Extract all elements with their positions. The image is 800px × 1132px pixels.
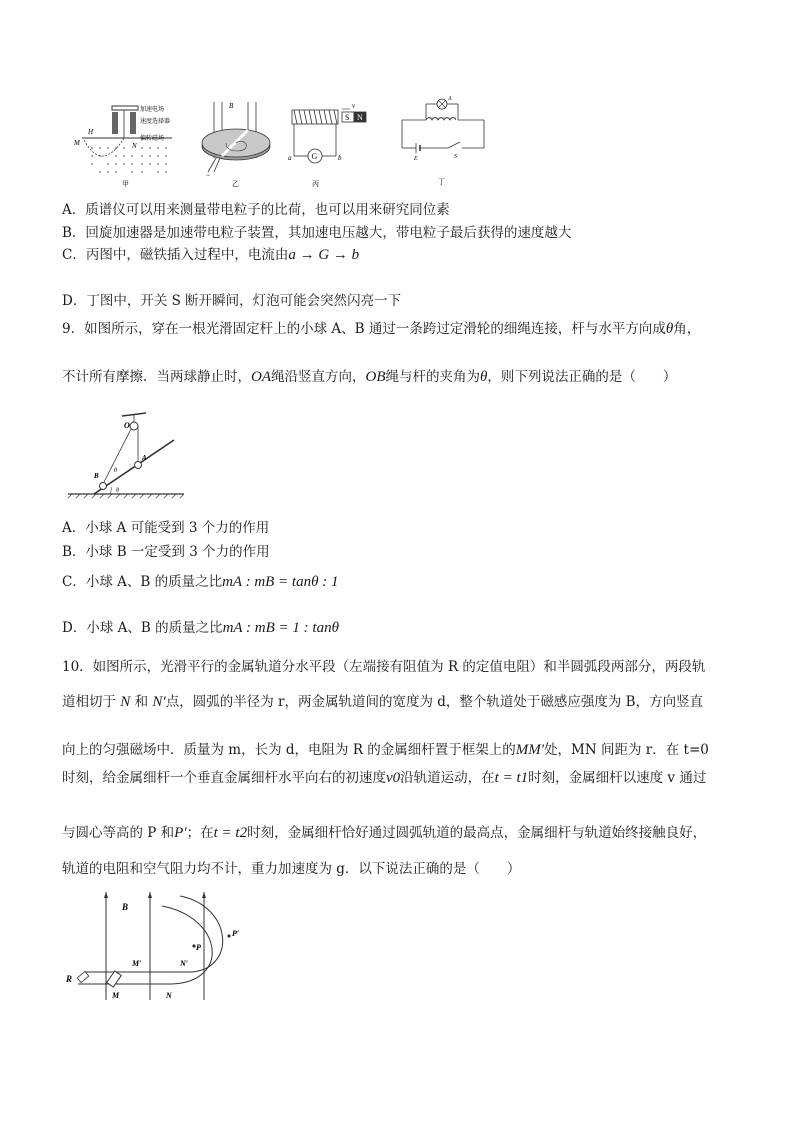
q10-text-8: 时刻，金属细杆以速度 v 通过 [528, 770, 707, 786]
q10-stem-line5 [62, 824, 706, 842]
q10-text-2: 和 [130, 694, 153, 710]
figure-mass-spectrometer [72, 98, 182, 188]
label-A-ball: A [142, 454, 147, 462]
caption-ding: 丁 [438, 178, 445, 186]
label-B-field: B [122, 902, 129, 912]
caption-bing: 丙 [312, 180, 319, 188]
label-B-ball: B [94, 472, 99, 480]
label-M: M [74, 139, 80, 147]
label-P: P [196, 943, 201, 952]
label-N-magnet: N [357, 113, 363, 122]
caption-jia: 甲 [122, 180, 129, 188]
label-velocity-selector: 速度选择器 [140, 119, 171, 125]
label-O: O [124, 421, 130, 430]
q10-text-9: 与圆心等高的 P 和 [62, 825, 175, 841]
label-E: E [414, 156, 418, 162]
q9-text-2: 角， [673, 321, 701, 337]
q10-Nprime: N′ [152, 694, 166, 710]
q9-text-1: 9．如图所示，穿在一根光滑固定杆上的小球 A、B 通过一条跨过定滑轮的细绳连接，杆与水平方向成 [62, 321, 666, 337]
q10-N: N [120, 694, 131, 710]
q8-option-b: B．回旋加速器是加速带电粒子装置，其加速电压越大，带电粒子最后获得的速度越大 [62, 225, 572, 241]
q8-option-a: A．质谱仪可以用来测量带电粒子的比荷，也可以用来研究同位素 [62, 202, 450, 218]
q10-text-10: ；在 [186, 825, 214, 841]
q10-stem-line3 [62, 741, 709, 759]
label-H: H [88, 128, 94, 136]
q9-OA: OA [251, 369, 271, 385]
q9-text-4: 绳沿竖直方向， [271, 369, 366, 385]
label-deflect-field: 偏转磁场 [140, 136, 165, 142]
label-N: N [132, 142, 137, 150]
q9-option-d [62, 619, 339, 637]
q10-text-5: 处，MN 间距为 r．在 t=0 [544, 742, 709, 758]
q9-OB: OB [365, 369, 386, 385]
figure-induction-coil [286, 98, 368, 188]
q10-stem-line1: 10．如图所示，光滑平行的金属轨道分水平段（左端接有阻值为 R 的定值电阻）和半圆弧段两部分，两段轨 [62, 659, 706, 675]
q10-stem-line4 [62, 769, 706, 787]
label-Nprime: N′ [180, 959, 189, 968]
label-B-cyclotron: B [229, 102, 234, 110]
q9-option-c [62, 573, 338, 591]
label-G: G [311, 152, 318, 161]
q9-stem-line2 [62, 368, 676, 386]
q10-Pprime: P′ [174, 825, 187, 841]
q9-theta-2: θ [480, 369, 488, 385]
q10-t1: t = t1 [494, 770, 529, 786]
label-N-point: N [166, 991, 172, 1000]
figure-self-induction [398, 94, 490, 188]
figure-rail-circuit [62, 888, 262, 1006]
q9-stem-line1 [62, 320, 700, 338]
q10-text-4: 向上的匀强磁场中．质量为 m，长为 d，电阻为 R 的金属细杆置于框架上的 [62, 742, 516, 758]
q9-option-c-math: mA : mB = tanθ : 1 [222, 574, 339, 590]
q9-text-5: 绳与杆的夹角为 [385, 369, 480, 385]
q10-text-7: 沿轨道运动，在 [400, 770, 495, 786]
label-Pprime: P′ [232, 929, 240, 938]
q10-MMprime: MM′ [515, 742, 545, 758]
figure-pulley-rod [66, 410, 186, 502]
q10-stem-line6: 轨道的电阻和空气阻力均不计，重力加速度为 g．以下说法正确的是（ ） [62, 861, 521, 877]
q8-option-c-math: a → G → b [288, 247, 360, 263]
figure-cyclotron [196, 98, 276, 188]
label-theta-bottom: θ [116, 488, 119, 494]
q10-text-11: 时刻，金属细杆恰好通过圆弧轨道的最高点，金属细杆与轨道始终接触良好， [247, 825, 707, 841]
label-a: a [288, 154, 292, 162]
q8-option-c [62, 246, 359, 264]
q9-option-d-text: D．小球 A、B 的质量之比 [62, 620, 223, 636]
label-M-rod: M [112, 991, 120, 1000]
q9-option-c-text: C．小球 A、B 的质量之比 [62, 574, 223, 590]
label-Mprime: M′ [132, 959, 142, 968]
q8-option-d: D．丁图中，开关 S 断开瞬间，灯泡可能会突然闪亮一下 [62, 293, 402, 309]
label-A-lamp: A [448, 96, 452, 102]
label-S-magnet: S [345, 113, 350, 122]
q9-option-a: A．小球 A 可能受到 3 个力的作用 [62, 520, 270, 536]
q9-option-d-math: mA : mB = 1 : tanθ [222, 620, 339, 636]
q9-theta-1: θ [665, 321, 674, 337]
q9-option-b: B．小球 B 一定受到 3 个力的作用 [62, 544, 270, 560]
q10-v0: v0 [386, 770, 401, 786]
q10-stem-line2 [62, 693, 703, 711]
label-accel-field: 加速电场 [140, 107, 165, 113]
label-theta-top: θ [114, 468, 117, 474]
label-b: b [338, 154, 342, 162]
q8-option-c-text: C．丙图中，磁铁插入过程中，电流由 [62, 247, 289, 263]
q10-text-6: 时刻，给金属细杆一个垂直金属细杆水平向右的初速度 [62, 770, 386, 786]
q9-text-3: 不计所有摩擦．当两球静止时， [62, 369, 251, 385]
caption-yi: 乙 [232, 180, 239, 188]
q10-t2: t = t2 [213, 825, 248, 841]
label-v: v [352, 102, 356, 110]
q10-text-1: 道相切于 [62, 694, 121, 710]
q10-text-3: 点，圆弧的半径为 r，两金属轨道间的宽度为 d，整个轨道处于磁感应强度为 B，方向竖直 [165, 694, 704, 710]
label-R: R [66, 974, 73, 984]
label-S-switch: S [454, 154, 457, 160]
q9-text-6: ，则下列说法正确的是（ ） [487, 369, 677, 385]
svg-text:~: ~ [206, 172, 210, 180]
